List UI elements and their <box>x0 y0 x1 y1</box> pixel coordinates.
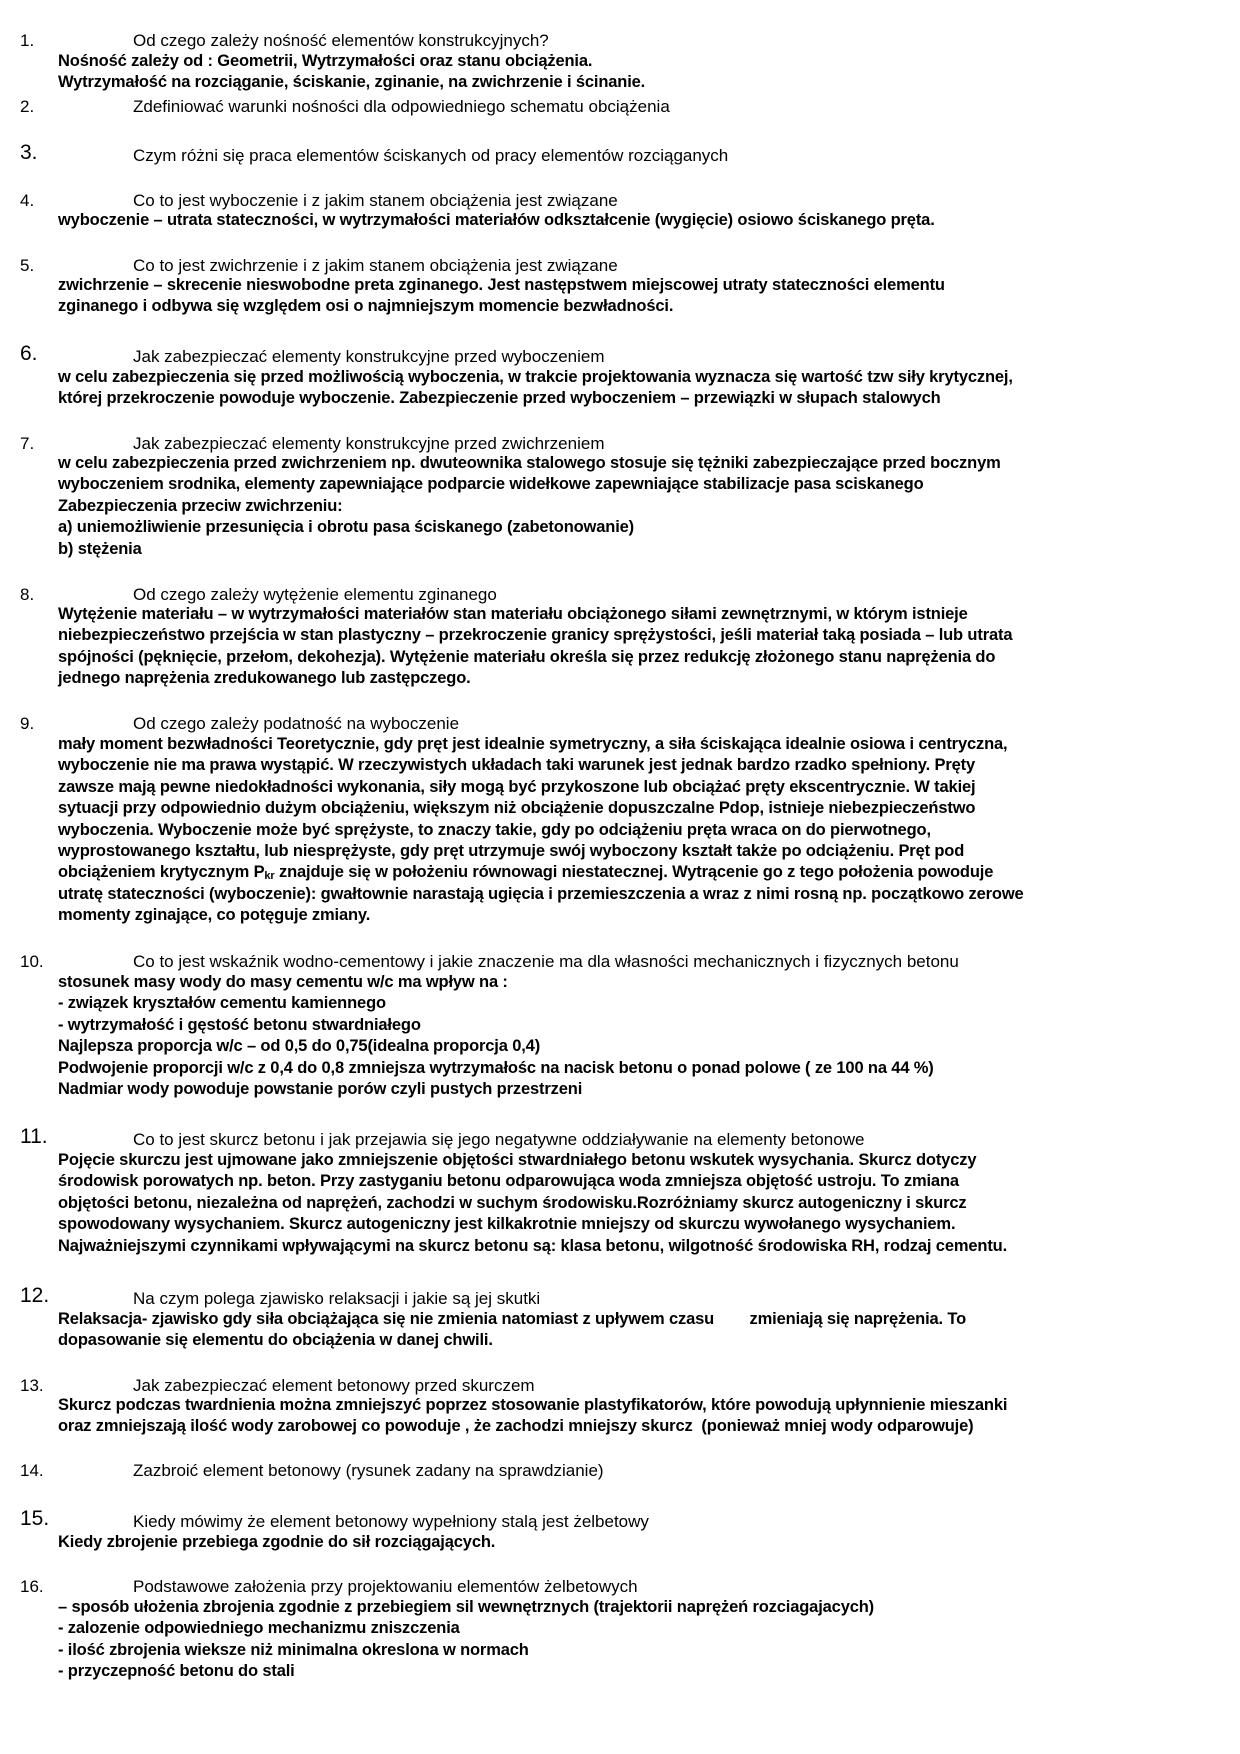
answer-line: Wytężenie materiału – w wytrzymałości materiałów stan materiału obciążonego siłami zewnętrznymi, w którym istnieje <box>58 605 968 623</box>
question-title: Jak zabezpieczać elementy konstrukcyjne przed wyboczeniem <box>133 347 605 366</box>
question-title: Co to jest zwichrzenie i z jakim stanem obciążenia jest związane <box>133 256 618 275</box>
answer-line: zwichrzenie – skrecenie nieswobodne preta zginanego. Jest następstwem miejscowej utraty stateczności elementu <box>58 276 945 294</box>
question-title: Co to jest wskaźnik wodno-cementowy i jakie znaczenie ma dla własności mechanicznych i fizycznych betonu <box>133 952 959 971</box>
answer-line: wyboczeniem srodnika, elementy zapewniające podparcie widełkowe zapewniające stabilizacje pasa sciskanego <box>58 475 924 494</box>
answer-line: wyprostowanego kształtu, lub niesprężyste, gdy pręt utrzymuje swój wyboczony kształt także po odciążeniu. Pręt pod <box>58 842 965 861</box>
answer-line: Relaksacja- zjawisko gdy siła obciążająca się nie zmienia natomiast z upływem czasu zmieniają się naprężenia. To <box>58 1310 967 1328</box>
answer-line: - przyczepność betonu do stali <box>58 1662 295 1681</box>
answer-line: Pojęcie skurczu jest ujmowane jako zmniejszenie objętości stwardniałego betonu wskutek wysychania. Skurcz dotyczy <box>58 1151 977 1169</box>
answer-line-with-subscript <box>58 862 1218 883</box>
answer-line: zawsze mają pewne niedokładności wykonania, siły mogą być przykoszone lub obciążać pręty ekscentrycznie. W takiej <box>58 777 976 796</box>
answer-1 <box>58 51 1218 94</box>
answer-15 <box>58 1532 1218 1553</box>
question-title: Co to jest wyboczenie i z jakim stanem obciążenia jest związane <box>133 191 618 210</box>
answer-line: Najważniejszymi czynnikami wpływającymi na skurcz betonu są: klasa betonu, wilgotność środowiska RH, rodzaj cementu. <box>58 1236 1008 1255</box>
answer-line: - ilość zbrojenia wieksze niż minimalna okreslona w normach <box>58 1640 529 1659</box>
answer-line: dopasowanie się elementu do obciążenia w danej chwili. <box>58 1331 493 1350</box>
question-number: 9. <box>20 714 35 733</box>
answer-line: jednego naprężenia zredukowanego lub zastępczego. <box>58 669 471 688</box>
answer-10 <box>58 972 1218 1100</box>
answer-4 <box>58 210 1218 231</box>
answer-line: Najlepsza proporcja w/c – od 0,5 do 0,75(idealna proporcja 0,4) <box>58 1037 541 1056</box>
answer-5 <box>58 275 1218 318</box>
question-title: Jak zabezpieczać elementy konstrukcyjne przed zwichrzeniem <box>133 434 605 453</box>
answer-11 <box>58 1150 1218 1257</box>
question-title: Od czego zależy wytężenie elementu zginanego <box>133 585 497 604</box>
question-title: Na czym polega zjawisko relaksacji i jakie są jej skutki <box>133 1289 541 1308</box>
answer-line: Nośność zależy od : Geometrii, Wytrzymałości oraz stanu obciążenia. <box>58 52 593 70</box>
answer-line: wyboczenie nie ma prawa wystąpić. W rzeczywistych układach taki warunek jest jednak bardzo rzadko spełniony. Pręty <box>58 756 975 775</box>
question-title: Czym różni się praca elementów ściskanych od pracy elementów rozciąganych <box>133 146 729 165</box>
answer-line: Nadmiar wody powoduje powstanie porów czyli pustych przestrzeni <box>58 1080 583 1099</box>
answer-line: momenty zginające, co potęguje zmiany. <box>58 906 371 925</box>
answer-12 <box>58 1309 1218 1352</box>
answer-line: a) uniemożliwienie przesunięcia i obrotu pasa ściskanego (zabetonowanie) <box>58 518 634 537</box>
answer-line: Kiedy zbrojenie przebiega zgodnie do sił rozciągających. <box>58 1533 496 1551</box>
answer-line: - zalozenie odpowiedniego mechanizmu zniszczenia <box>58 1619 460 1638</box>
answer-line: b) stężenia <box>58 539 142 558</box>
answer-line: wyboczenia. Wyboczenie może być sprężyste, to znaczy takie, gdy po odciążeniu pręta wraca on do pierwotnego, <box>58 820 931 839</box>
answer-line: stosunek masy wody do masy cementu w/c ma wpływ na : <box>58 973 508 991</box>
answer-line: środowisk porowatych np. beton. Przy zastyganiu betonu odparowująca woda zmniejsza objętość ustroju. To zmiana <box>58 1172 959 1191</box>
answer-line: objętości betonu, niezależna od naprężeń, zachodzi w suchym środowisku.Rozróżniamy skurcz autogeniczny i skurcz <box>58 1193 967 1212</box>
question-number: 12. <box>20 1284 50 1307</box>
answer-line: - wytrzymałość i gęstość betonu stwardniałego <box>58 1015 421 1034</box>
question-title: Kiedy mówimy że element betonowy wypełniony stalą jest żelbetowy <box>133 1512 649 1531</box>
question-number: 10. <box>20 952 44 971</box>
answer-line: której przekroczenie powoduje wyboczenie. Zabezpieczenie przed wyboczeniem – przewiązki w słupach stalowych <box>58 389 941 408</box>
question-number: 13. <box>20 1376 44 1395</box>
question-title: Od czego zależy nośność elementów konstrukcyjnych? <box>133 31 549 50</box>
answer-line: Zabezpieczenia przeciw zwichrzeniu: <box>58 496 343 515</box>
answer-line: Podwojenie proporcji w/c z 0,4 do 0,8 zmniejsza wytrzymałośc na nacisk betonu o ponad polowe ( ze 100 na 44 %) <box>58 1058 934 1077</box>
question-number: 15. <box>20 1507 50 1530</box>
answer-line: sytuacji przy odpowiednio dużym obciążeniu, większym niż obciążenie dopuszczalne Pdop, istnieje niebezpieczeństwo <box>58 799 976 818</box>
answer-line: utratę stateczności (wyboczenie): gwałtownie narastają ugięcia i przemieszczenia a wraz z nimi rosną np. początkowo zerowe <box>58 884 1024 903</box>
pkr-text: obciążeniem krytycznym $P_{kr}$ znajduje się w położeniu równowagi niestatecznej. Wytrącenie go z tego położenia powoduje <box>58 863 994 883</box>
answer-line: spowodowany wysychaniem. Skurcz autogeniczny jest kilkakrotnie mniejszy od skurczu wywołanego wysychaniem. <box>58 1215 956 1234</box>
question-title: Zazbroić element betonowy (rysunek zadany na sprawdzianie) <box>133 1461 604 1480</box>
question-title: Od czego zależy podatność na wyboczenie <box>133 714 460 733</box>
question-title: Podstawowe założenia przy projektowaniu elementów żelbetowych <box>133 1577 638 1596</box>
answer-line: wyboczenie – utrata stateczności, w wytrzymałości materiałów odkształcenie (wygięcie) osiowo ściskanego pręta. <box>58 211 935 229</box>
answer-8 <box>58 604 1218 690</box>
answer-line: – sposób ułożenia zbrojenia zgodnie z przebiegiem sil wewnętrznych (trajektorii naprężeń rozciagajacych) <box>58 1598 875 1616</box>
question-number: 7. <box>20 434 35 453</box>
question-number: 6. <box>20 342 38 365</box>
answer-line: niebezpieczeństwo przejścia w stan plastyczny – przekroczenie granicy sprężystości, jeśli materiał taką posiada – lub utrata <box>58 626 1013 645</box>
question-number: 5. <box>20 256 35 275</box>
answer-line: oraz zmniejszają ilość wody zarobowej co powoduje , że zachodzi mniejszy skurcz (ponieważ mniej wody odparowuje) <box>58 1417 974 1436</box>
answer-7 <box>58 453 1218 560</box>
answer-9 <box>58 734 1218 927</box>
answer-line: mały moment bezwładności Teoretycznie, gdy pręt jest idealnie symetryczny, a siła ściskająca idealnie osiowa i centryczna, <box>58 735 1008 753</box>
answer-16 <box>58 1597 1218 1683</box>
question-number: 1. <box>20 31 35 50</box>
question-number: 16. <box>20 1577 44 1596</box>
question-number: 14. <box>20 1461 44 1480</box>
question-number: 3. <box>20 141 38 164</box>
answer-6 <box>58 367 1218 410</box>
question-title: Jak zabezpieczać element betonowy przed skurczem <box>133 1376 535 1395</box>
answer-line: w celu zabezpieczenia się przed możliwością wyboczenia, w trakcie projektowania wyznacza się wartość tzw siły krytycznej, <box>58 368 1013 386</box>
question-title: Co to jest skurcz betonu i jak przejawia się jego negatywne oddziaływanie na elementy betonowe <box>133 1130 865 1149</box>
answer-line: w celu zabezpieczenia przed zwichrzeniem np. dwuteownika stalowego stosuje się tężniki zabezpieczające przed bocznym <box>58 454 1001 472</box>
question-number: 2. <box>20 97 35 116</box>
question-number: 8. <box>20 585 35 604</box>
question-title: Zdefiniować warunki nośności dla odpowiedniego schematu obciążenia <box>133 97 670 116</box>
answer-13 <box>58 1395 1218 1438</box>
answer-line: zginanego i odbywa się względem osi o najmniejszym momencie bezwładności. <box>58 297 674 316</box>
answer-line: Wytrzymałość na rozciąganie, ściskanie, zginanie, na zwichrzenie i ścinanie. <box>58 73 646 92</box>
answer-line: spójności (pęknięcie, przełom, dekohezja). Wytężenie materiału określa się przez redukcję złożonego stanu naprężenia do <box>58 647 996 666</box>
answer-line: Skurcz podczas twardnienia można zmniejszyć poprzez stosowanie plastyfikatorów, które powodują upłynnienie mieszanki <box>58 1396 1008 1414</box>
question-number: 11. <box>20 1125 48 1148</box>
answer-line: - związek kryształów cementu kamiennego <box>58 994 386 1013</box>
question-number: 4. <box>20 191 35 210</box>
